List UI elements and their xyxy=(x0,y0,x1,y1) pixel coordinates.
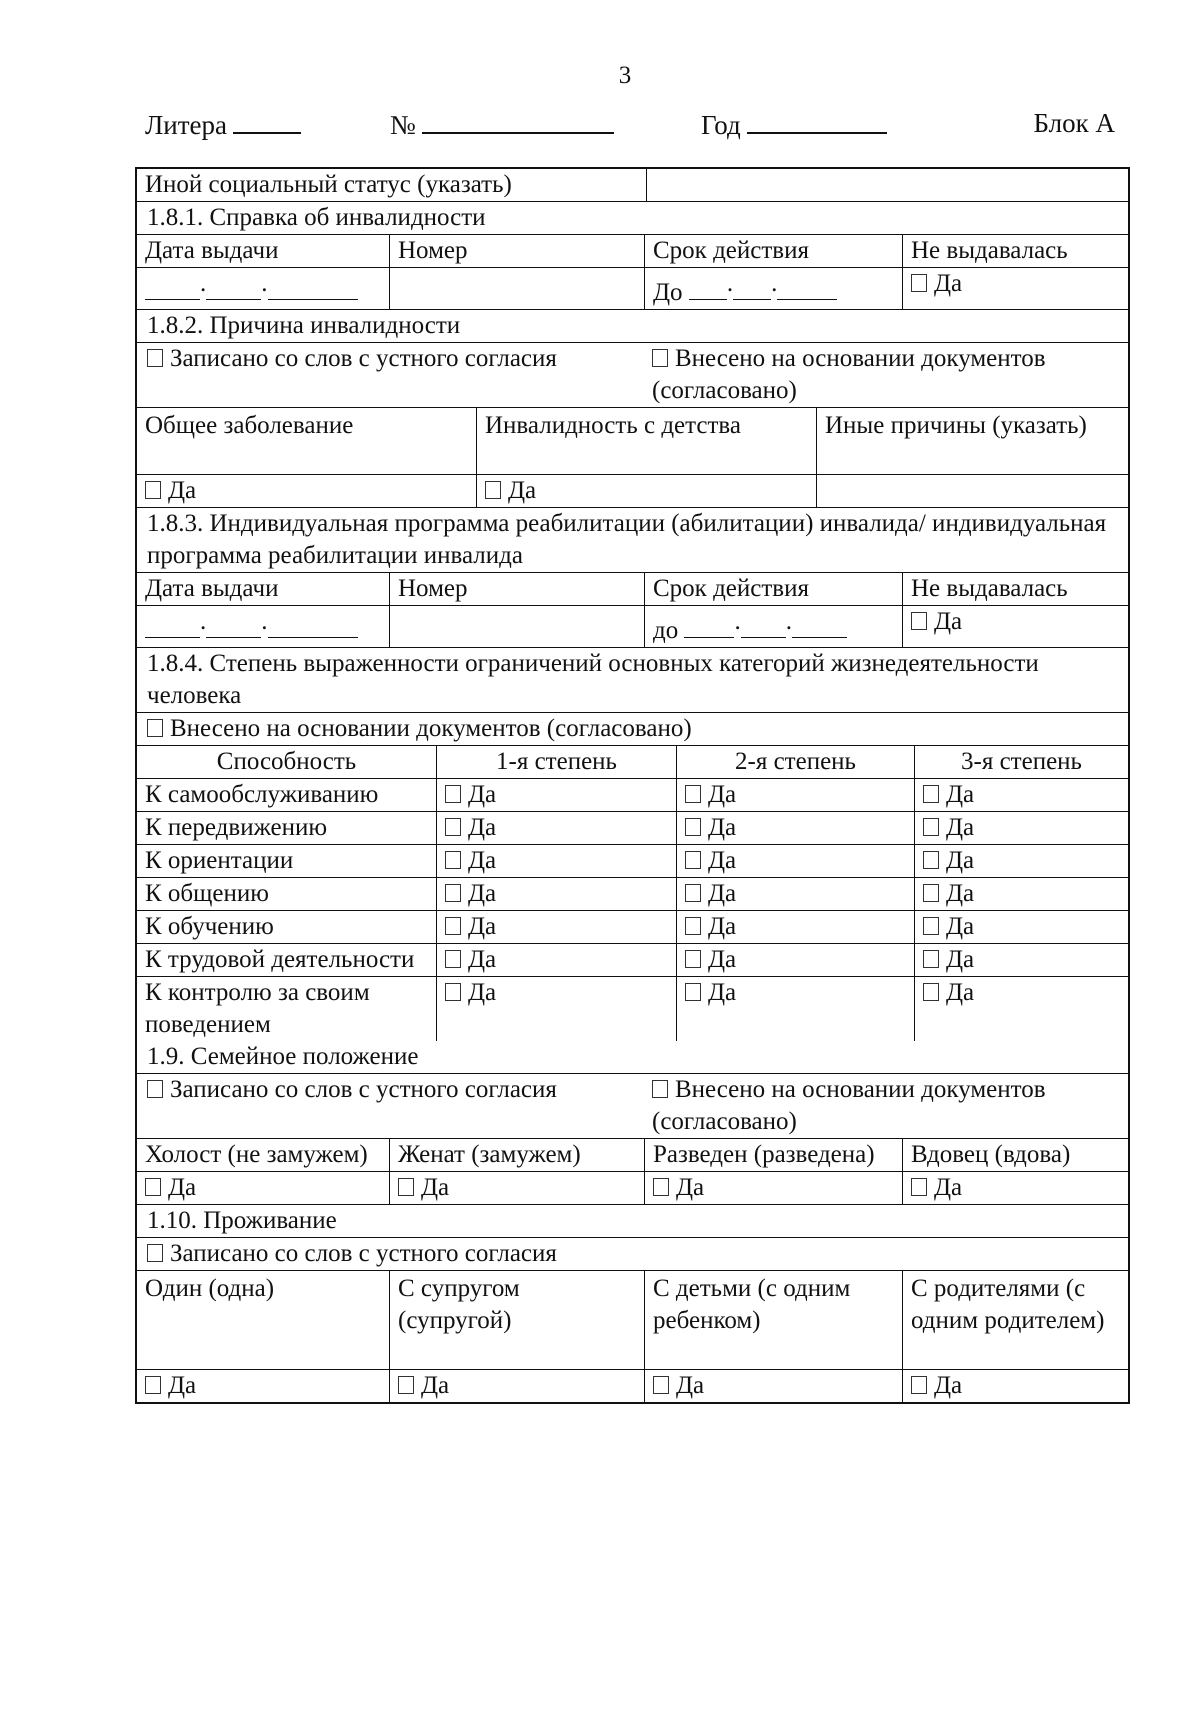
checkbox-label: Да xyxy=(468,913,497,940)
checkbox-label: Да xyxy=(468,781,497,808)
column-header: Общее заболевание xyxy=(137,408,477,474)
year-input[interactable] xyxy=(747,108,887,134)
block-label: Блок А xyxy=(1033,108,1115,138)
residence-values xyxy=(137,1370,1128,1402)
section-title xyxy=(137,1205,1128,1238)
degree-3-checkbox[interactable] xyxy=(915,845,1128,877)
checkbox-icon[interactable] xyxy=(923,785,939,803)
degree-1-checkbox[interactable] xyxy=(437,911,677,943)
checkbox-label: Да xyxy=(676,1372,705,1399)
single-checkbox[interactable] xyxy=(137,1172,390,1204)
other-status-label: Иной социальный статус (указать) xyxy=(137,169,647,201)
validity-input[interactable]: До . . xyxy=(645,268,903,309)
checkbox-icon[interactable] xyxy=(147,719,163,737)
ability-row xyxy=(137,911,1128,944)
checkbox-icon[interactable] xyxy=(911,612,927,630)
checkbox-label: Да xyxy=(708,880,737,907)
checkbox-label: Да xyxy=(168,477,197,504)
degree-1-checkbox[interactable] xyxy=(437,845,677,877)
page-number: 3 xyxy=(618,62,632,89)
checkbox-label: Да xyxy=(168,1174,197,1201)
checkbox-label: Да xyxy=(934,608,963,635)
checkbox-label: Да xyxy=(708,847,737,874)
family-source xyxy=(137,1074,1128,1139)
degree-2-checkbox[interactable] xyxy=(677,779,915,811)
other-status-row xyxy=(137,169,1128,202)
column-header: Разведен (разведена) xyxy=(645,1139,903,1171)
checkbox-icon[interactable] xyxy=(911,1376,927,1394)
checkbox-icon[interactable] xyxy=(685,851,701,869)
checkbox-icon[interactable] xyxy=(923,917,939,935)
checkbox-label: Да xyxy=(676,1174,705,1201)
disability-cause-title: 1.8.2. Причина инвалидности xyxy=(147,312,461,339)
column-header: Вдовец (вдова) xyxy=(911,1141,1071,1168)
checkbox-icon[interactable] xyxy=(653,1178,669,1196)
checkbox-icon[interactable] xyxy=(685,917,701,935)
checkbox-icon[interactable] xyxy=(923,851,939,869)
checkbox-icon[interactable] xyxy=(445,818,461,836)
degree-3-checkbox[interactable] xyxy=(915,977,1128,1041)
option-label: Внесено на основании документов (согласовано) xyxy=(170,715,692,742)
checkbox-label: Да xyxy=(946,847,975,874)
degree-2-checkbox[interactable] xyxy=(677,977,915,1041)
checkbox-label: Да xyxy=(946,781,975,808)
family-header xyxy=(137,1139,1128,1172)
checkbox-icon[interactable] xyxy=(398,1178,414,1196)
issue-date-input[interactable]: . . xyxy=(137,606,390,647)
column-header: Иные причины (указать) xyxy=(825,412,1087,439)
column-header: 2-я степень xyxy=(677,746,915,778)
rehab-program-values xyxy=(137,606,1128,648)
limitations-source xyxy=(137,713,1128,746)
checkbox-label: Да xyxy=(508,477,537,504)
checkbox-label: Да xyxy=(946,979,975,1006)
checkbox-icon[interactable] xyxy=(445,950,461,968)
checkbox-icon[interactable] xyxy=(445,917,461,935)
option-label: Внесено на основании документов (согласовано) xyxy=(652,1076,1046,1135)
disability-certificate-header xyxy=(137,235,1128,268)
column-header: Холост (не замужем) xyxy=(137,1139,390,1171)
column-header: Срок действия xyxy=(645,573,903,605)
disability-cause-source xyxy=(137,343,1128,408)
degree-1-checkbox[interactable] xyxy=(437,878,677,910)
divorced-checkbox[interactable] xyxy=(645,1172,903,1204)
checkbox-icon[interactable] xyxy=(911,1178,927,1196)
not-issued-checkbox[interactable] xyxy=(903,606,1128,647)
degree-3-checkbox[interactable] xyxy=(915,812,1128,844)
disability-certificate-title: 1.8.1. Справка об инвалидности xyxy=(147,204,486,231)
checkbox-label: Да xyxy=(168,1372,197,1399)
checkbox-icon[interactable] xyxy=(145,1376,161,1394)
checkbox-icon[interactable] xyxy=(923,818,939,836)
validity-input[interactable]: до . . xyxy=(645,606,903,647)
checkbox-label: Да xyxy=(708,979,737,1006)
checkbox-icon[interactable] xyxy=(147,1244,163,1262)
not-issued-checkbox[interactable] xyxy=(903,268,1128,309)
checkbox-icon[interactable] xyxy=(145,481,161,499)
degree-3-checkbox[interactable] xyxy=(915,911,1128,943)
checkbox-icon[interactable] xyxy=(398,1376,414,1394)
documents-option[interactable] xyxy=(137,713,1128,745)
year-field xyxy=(701,108,887,141)
checkbox-label: Да xyxy=(934,1174,963,1201)
rehab-program-header xyxy=(137,573,1128,606)
general-disease-checkbox[interactable] xyxy=(137,475,477,507)
verbal-consent-option[interactable] xyxy=(137,1238,1128,1270)
checkbox-icon[interactable] xyxy=(685,785,701,803)
checkbox-icon[interactable] xyxy=(685,983,701,1001)
validity-prefix: До xyxy=(653,279,683,306)
ability-label: К трудовой деятельности xyxy=(137,944,437,976)
number-input[interactable] xyxy=(390,268,645,309)
checkbox-icon[interactable] xyxy=(652,1080,668,1098)
option-label: Записано со слов с устного согласия xyxy=(170,345,557,372)
documents-option[interactable] xyxy=(652,343,1118,407)
disability-certificate-values xyxy=(137,268,1128,310)
column-header: Срок действия xyxy=(645,235,903,267)
limitations-header xyxy=(137,746,1128,779)
checkbox-label: Да xyxy=(946,814,975,841)
residence-source xyxy=(137,1238,1128,1271)
validity-prefix: до xyxy=(653,617,679,644)
degree-2-checkbox[interactable] xyxy=(677,845,915,877)
column-header: Дата выдачи xyxy=(137,235,390,267)
checkbox-icon[interactable] xyxy=(445,983,461,1001)
column-header: Не выдавалась xyxy=(911,237,1068,264)
year-label: Год xyxy=(701,110,741,140)
section-title xyxy=(137,202,1128,235)
section-title xyxy=(137,648,1128,713)
ability-row xyxy=(137,878,1128,911)
limitations-title: 1.8.4. Степень выраженности ограничений основных категорий жизнедеятельности человека xyxy=(147,650,1039,709)
checkbox-label: Да xyxy=(468,946,497,973)
widowed-checkbox[interactable] xyxy=(903,1172,1128,1204)
with-spouse-checkbox[interactable] xyxy=(390,1370,645,1402)
litera-label: Литера xyxy=(145,110,228,140)
column-header: Дата выдачи xyxy=(137,573,390,605)
column-header: Один (одна) xyxy=(137,1271,390,1369)
ability-row xyxy=(137,812,1128,845)
checkbox-icon[interactable] xyxy=(685,818,701,836)
checkbox-icon[interactable] xyxy=(445,884,461,902)
ability-label: К общению xyxy=(137,878,437,910)
checkbox-label: Да xyxy=(946,880,975,907)
checkbox-icon[interactable] xyxy=(485,481,501,499)
option-label: Записано со слов с устного согласия xyxy=(170,1076,557,1103)
checkbox-label: Да xyxy=(708,781,737,808)
column-header: Женат (замужем) xyxy=(390,1139,645,1171)
checkbox-label: Да xyxy=(421,1174,450,1201)
checkbox-label: Да xyxy=(934,1372,963,1399)
with-parents-checkbox[interactable] xyxy=(903,1370,1128,1402)
family-title: 1.9. Семейное положение xyxy=(147,1043,419,1070)
litera-field xyxy=(145,108,301,141)
childhood-disability-checkbox[interactable] xyxy=(477,475,817,507)
degree-1-checkbox[interactable] xyxy=(437,812,677,844)
column-header: Способность xyxy=(137,746,437,778)
alone-checkbox[interactable] xyxy=(137,1370,390,1402)
checkbox-icon[interactable] xyxy=(911,274,927,292)
degree-3-checkbox[interactable] xyxy=(915,878,1128,910)
rehab-program-title: 1.8.3. Индивидуальная программа реабилитации (абилитации) инвалида/ индивидуальная программа реабилитации инвалида xyxy=(147,510,1107,569)
section-title xyxy=(137,508,1128,573)
degree-2-checkbox[interactable] xyxy=(677,944,915,976)
column-header: Инвалидность с детства xyxy=(477,408,817,474)
ability-label: К ориентации xyxy=(137,845,437,877)
checkbox-label: Да xyxy=(946,913,975,940)
checkbox-icon[interactable] xyxy=(923,950,939,968)
with-children-checkbox[interactable] xyxy=(645,1370,903,1402)
number-field xyxy=(390,108,614,141)
degree-2-checkbox[interactable] xyxy=(677,878,915,910)
married-checkbox[interactable] xyxy=(390,1172,645,1204)
checkbox-icon[interactable] xyxy=(685,950,701,968)
number-input[interactable] xyxy=(422,108,614,134)
number-input[interactable] xyxy=(390,606,645,647)
column-header: 1-я степень xyxy=(437,746,677,778)
checkbox-icon[interactable] xyxy=(445,851,461,869)
checkbox-icon[interactable] xyxy=(445,785,461,803)
checkbox-icon[interactable] xyxy=(145,1178,161,1196)
checkbox-label: Да xyxy=(946,946,975,973)
column-header: Не выдавалась xyxy=(911,575,1068,602)
checkbox-icon[interactable] xyxy=(923,983,939,1001)
column-header: С родителями (с одним родителем) xyxy=(911,1275,1105,1334)
degree-2-checkbox[interactable] xyxy=(677,812,915,844)
column-header: 3-я степень xyxy=(961,748,1082,775)
number-label: № xyxy=(390,110,416,140)
option-label: Записано со слов с устного согласия xyxy=(170,1240,557,1267)
checkbox-icon[interactable] xyxy=(653,1376,669,1394)
checkbox-icon[interactable] xyxy=(685,884,701,902)
documents-option[interactable] xyxy=(652,1074,1118,1138)
degree-1-checkbox[interactable] xyxy=(437,977,677,1041)
checkbox-label: Да xyxy=(934,270,963,297)
questionnaire-form xyxy=(135,167,1130,1404)
checkbox-label: Да xyxy=(468,979,497,1006)
checkbox-label: Да xyxy=(421,1372,450,1399)
ability-label: К самообслуживанию xyxy=(137,779,437,811)
degree-3-checkbox[interactable] xyxy=(915,944,1128,976)
checkbox-icon[interactable] xyxy=(652,349,668,367)
other-status-input[interactable] xyxy=(647,169,1128,201)
verbal-consent-option[interactable] xyxy=(147,343,652,407)
residence-header xyxy=(137,1271,1128,1370)
ability-row xyxy=(137,845,1128,878)
option-label: Внесено на основании документов (согласовано) xyxy=(652,345,1046,404)
checkbox-label: Да xyxy=(468,880,497,907)
residence-title: 1.10. Проживание xyxy=(147,1207,337,1234)
ability-row xyxy=(137,977,1128,1041)
disability-cause-values xyxy=(137,475,1128,508)
section-title xyxy=(137,310,1128,343)
checkbox-label: Да xyxy=(468,847,497,874)
ability-label: К контролю за своим поведением xyxy=(137,977,437,1041)
litera-input[interactable] xyxy=(233,108,301,134)
checkbox-label: Да xyxy=(708,946,737,973)
disability-cause-header xyxy=(137,408,1128,475)
column-header: Номер xyxy=(390,235,645,267)
checkbox-label: Да xyxy=(708,913,737,940)
column-header: Номер xyxy=(390,573,645,605)
checkbox-icon[interactable] xyxy=(923,884,939,902)
checkbox-label: Да xyxy=(468,814,497,841)
section-title xyxy=(137,1041,1128,1074)
abilities-list xyxy=(137,779,1128,1041)
degree-1-checkbox[interactable] xyxy=(437,779,677,811)
family-values xyxy=(137,1172,1128,1205)
degree-1-checkbox[interactable] xyxy=(437,944,677,976)
other-cause-input[interactable] xyxy=(817,475,1128,507)
ability-label: К обучению xyxy=(137,911,437,943)
form-header xyxy=(145,108,1115,148)
degree-3-checkbox[interactable] xyxy=(915,779,1128,811)
checkbox-icon[interactable] xyxy=(147,1080,163,1098)
column-header: С детьми (с одним ребенком) xyxy=(645,1271,903,1369)
degree-2-checkbox[interactable] xyxy=(677,911,915,943)
issue-date-input[interactable]: . . xyxy=(137,268,390,309)
ability-row xyxy=(137,944,1128,977)
checkbox-icon[interactable] xyxy=(147,349,163,367)
ability-label: К передвижению xyxy=(137,812,437,844)
checkbox-label: Да xyxy=(708,814,737,841)
ability-row xyxy=(137,779,1128,812)
verbal-consent-option[interactable] xyxy=(147,1074,652,1138)
column-header: С супругом (супругой) xyxy=(390,1271,645,1369)
